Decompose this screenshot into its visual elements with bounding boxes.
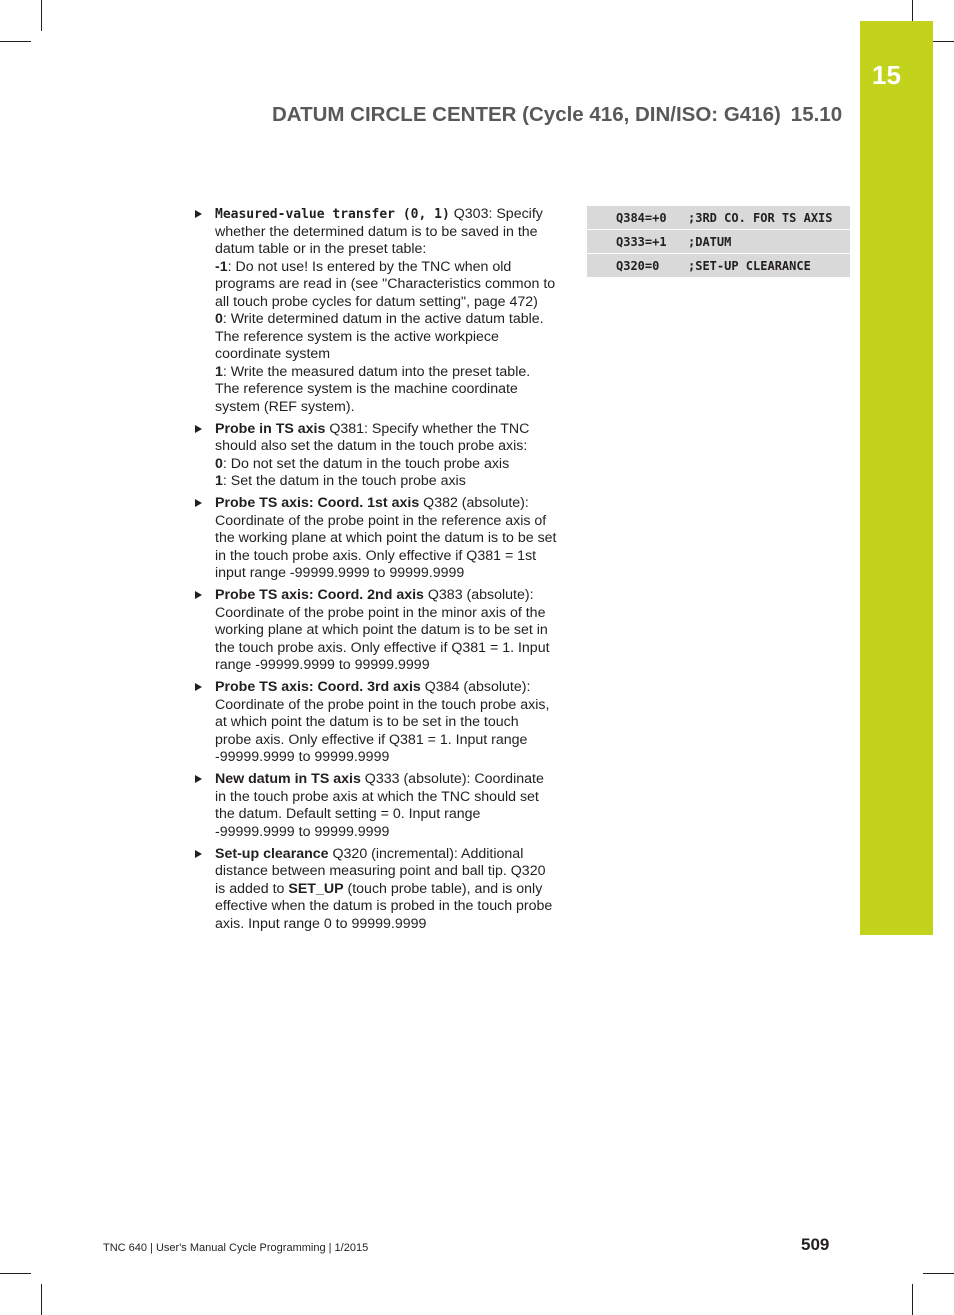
param-item [195,587,557,675]
parameter-list [195,206,557,938]
param-label: Measured-value transfer (0, 1) [215,207,450,222]
code-comment: ;DATUM [688,230,850,254]
param-option [215,456,557,474]
param-option [215,473,557,491]
param-item [195,771,557,841]
param-option [215,311,557,364]
page-header [272,103,842,127]
code-param: Q333=+1 [587,230,688,254]
crop-mark [0,41,31,42]
code-comment: ;SET-UP CLEARANCE [688,254,850,278]
param-label: Set-up clearance [215,845,329,862]
param-item [195,495,557,583]
option-text: : Write determined datum in the active datum table. The reference system is the active workpiece coordinate system [215,311,544,362]
footer-text: TNC 640 | User's Manual Cycle Programming | 1/2015 [103,1242,369,1254]
param-desc: (touch probe table), and is only effective when the datum is probed in the touch probe axis. Input range 0 to 99999.9999 [215,880,553,932]
code-param: Q320=0 [587,254,688,278]
bullet-triangle-icon [195,850,202,858]
option-text: : Write the measured datum into the preset table. The reference system is the machine coordinate system (REF system). [215,363,531,415]
param-desc: Q381: Specify whether the TNC should also set the datum in the touch probe axis: [215,420,530,454]
crop-mark [0,1273,31,1274]
option-text: : Do not use! Is entered by the TNC when old programs are read in (see "Characteristics common to all touch probe cycles for datum setting", page 472) [215,258,556,310]
code-line [587,254,850,278]
option-key: 1 [215,473,223,489]
param-desc: Q382 (absolute): Coordinate of the probe point in the reference axis of the working plane at which point the datum is to be set in the touch probe axis. Only effective if Q381 = 1st input range -99999.9999 to 99999.9999 [215,495,557,581]
option-key: 0 [215,311,223,327]
crop-mark [912,1284,913,1315]
param-label: Probe TS axis: Coord. 3rd axis [215,679,421,695]
bullet-triangle-icon [195,499,202,507]
param-desc: Q383 (absolute): Coordinate of the probe point in the minor axis of the working plane at which point the datum is to be set in the touch probe axis. Only effective if Q381 = 1. Input range -99999.9999 to 99999.9999 [215,587,550,673]
param-label: Probe in TS axis [215,420,326,437]
param-item [195,206,557,416]
param-item [195,679,557,767]
header-section: 15.10 [790,103,843,126]
option-text: : Do not set the datum in the touch probe axis [222,455,510,472]
param-label: Probe TS axis: Coord. 1st axis [215,495,420,511]
bullet-triangle-icon [195,683,202,691]
param-desc: Q333 (absolute): Coordinate in the touch probe axis at which the TNC should set the datum. Default setting = 0. Input range -99999.9999 to 99999.9999 [215,771,544,840]
param-desc: Q303: Specify whether the determined datum is to be saved in the datum table or in the preset table: [215,206,543,257]
option-key: 0 [215,455,223,472]
code-comment: ;3RD CO. FOR TS AXIS [688,206,850,230]
chapter-number: 15 [872,60,901,90]
page-number: 509 [801,1235,830,1254]
param-option [215,259,557,312]
bullet-triangle-icon [195,591,202,599]
param-label: Probe TS axis: Coord. 2nd axis [215,587,424,603]
bullet-triangle-icon [195,775,202,783]
crop-mark [41,0,42,31]
bullet-triangle-icon [195,425,202,433]
option-key: -1 [215,258,228,275]
code-line [587,230,850,254]
code-param: Q384=+0 [587,206,688,230]
chapter-tab [860,21,933,935]
header-title: DATUM CIRCLE CENTER (Cycle 416, DIN/ISO: G416) [272,103,781,126]
crop-mark [41,1284,42,1315]
nc-code-block [587,206,850,278]
param-option [215,364,557,417]
param-item [195,421,557,491]
param-desc: Q320 (incremental): Additional distance between measuring point and ball tip. Q320 is added to [215,845,546,897]
crop-mark [923,1273,954,1274]
option-key: 1 [215,363,223,380]
param-code: SET_UP [288,880,344,897]
code-line [587,206,850,230]
bullet-triangle-icon [195,210,202,218]
param-desc: Q384 (absolute): Coordinate of the probe point in the touch probe axis, at which point the datum is to be set in the touch probe axis. Only effective if Q381 = 1. Input range -99999.9999 to 99999.9999 [215,679,550,765]
param-label: New datum in TS axis [215,771,361,787]
option-text: : Set the datum in the touch probe axis [222,473,466,489]
param-item [195,846,557,934]
